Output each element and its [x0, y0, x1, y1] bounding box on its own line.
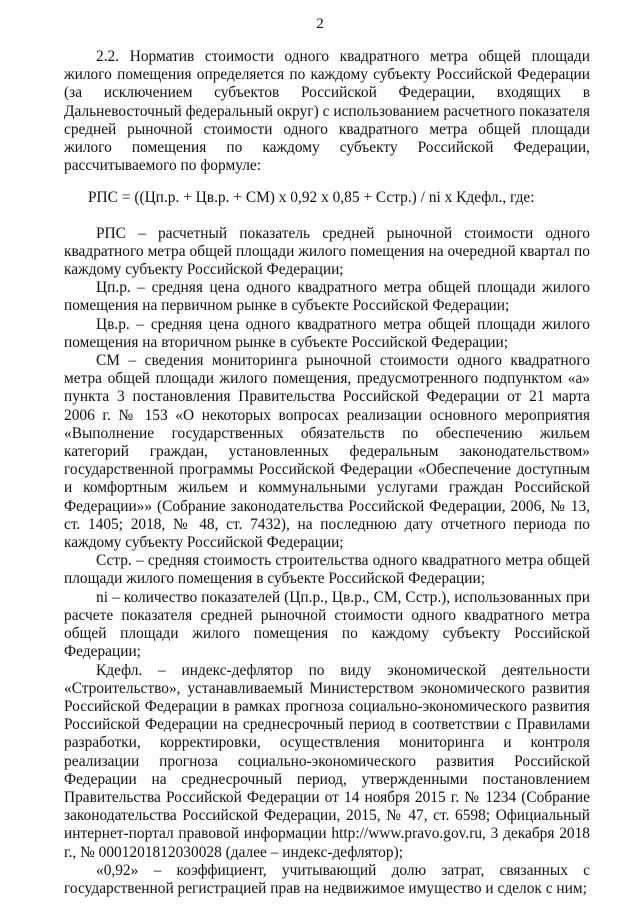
document-body [64, 48, 590, 898]
definition-rps: РПС – расчетный показатель средней рыночной стоимости одного квадратного метра общей площади жилого помещения на очередной квартал по каждому субъекту Российской Федерации; [64, 224, 590, 279]
definition-ni: ni – количество показателей (Цп.р., Цв.р., СМ, Сстр.), использованных при расчете показателя средней рыночной стоимости одного квадратного метра общей площади жилого помещения по каждому субъекту Российской Федерации; [64, 588, 590, 661]
definition-cvr: Цв.р. – средняя цена одного квадратного метра общей площади жилого помещения на вторичном рынке в субъекте Российской Федерации; [64, 315, 590, 351]
definition-sstr: Сстр. – средняя стоимость строительства одного квадратного метра общей площади жилого помещения в субъекте Российской Федерации; [64, 552, 590, 588]
intro-paragraph: 2.2. Норматив стоимости одного квадратного метра общей площади жилого помещения определяется по каждому субъекту Российской Федерации (за исключением субъектов Российской Федерации, входящих в Дальневосточный федеральный округ) с использованием расчетного показателя средней рыночной стоимости одного квадратного метра общей площади жилого помещения по каждому субъекту Российской Федерации, рассчитываемого по формуле: [64, 48, 590, 175]
page-number: 2 [316, 16, 324, 32]
definition-sm: СМ – сведения мониторинга рыночной стоимости одного квадратного метра общей площади жилого помещения, предусмотренного подпунктом «а» пункта 3 постановления Правительства Российской Федерации от 21 марта 2006 г. № 153 «О некоторых вопросах реализации основного мероприятия «Выполнение государственных обязательств по обеспечению жильем категорий граждан, установленных федеральным законодательством» государственной программы Российской Федерации «Обеспечение доступным и комфортным жильем и коммунальными услугами граждан Российской Федерации»» (Собрание законодательства Российской Федерации, 2006, № 13, ст. 1405; 2018, № 48, ст. 7432), на последнюю дату отчетного периода по каждому субъекту Российской Федерации; [64, 352, 590, 552]
definition-coefficient-092: «0,92» – коэффициент, учитывающий долю затрат, связанных с государственной регистрацией прав на недвижимое имущество и сделок с ним; [64, 861, 590, 897]
formula: РПС = ((Цп.р. + Цв.р. + СМ) x 0,92 x 0,85 + Сстр.) / ni x Кдефл., где: [88, 189, 535, 207]
definition-kdefl: Кдефл. – индекс-дефлятор по виду экономической деятельности «Строительство», устанавливаемый Министерством экономического развития Российской Федерации в рамках прогноза социально-экономического развития Российской Федерации на среднесрочный период в соответствии с Правилами разработки, корректировки, осуществления мониторинга и контроля реализации прогноза социально-экономического развития Российской Федерации на среднесрочный период, утвержденными постановлением Правительства Российской Федерации от 14 ноября 2015 г. № 1234 (Собрание законодательства Российской Федерации, 2015, № 47, ст. 6598; Официальный интернет-портал правовой информации http://www.pravo.gov.ru, 3 декабря 2018 г., № 0001201812030028 (далее – индекс-дефлятор); [64, 661, 590, 861]
definition-cpr: Цп.р. – средняя цена одного квадратного метра общей площади жилого помещения на первичном рынке в субъекте Российской Федерации; [64, 279, 590, 315]
